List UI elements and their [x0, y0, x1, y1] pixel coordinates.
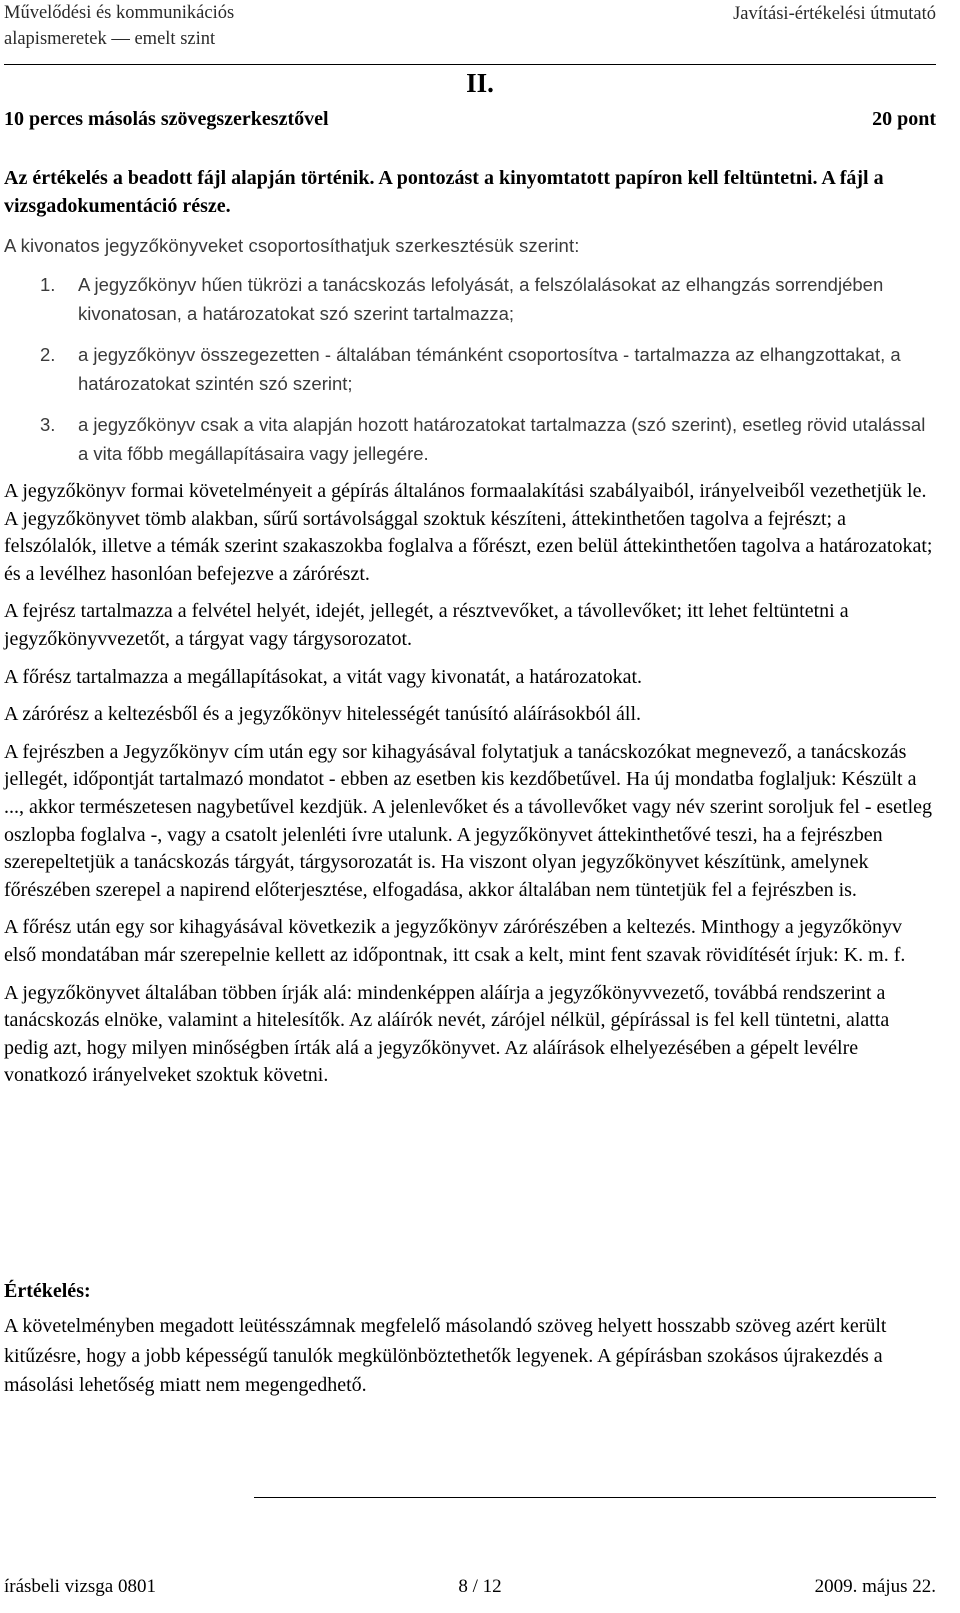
- subject-line-1: Művelődési és kommunikációs: [4, 3, 235, 23]
- numbered-list: [4, 270, 934, 480]
- task-title: 10 perces másolás szövegszerkesztővel: [4, 108, 329, 130]
- footer-page-number: 8 / 12: [458, 1576, 502, 1597]
- list-item-number: 1.: [40, 274, 56, 295]
- footer-date: 2009. május 22.: [814, 1576, 936, 1597]
- list-item-number: 2.: [40, 344, 56, 365]
- footer-exam-label: írásbeli vizsga 0801: [4, 1576, 156, 1597]
- page-header-doc-type: Javítási-értékelési útmutató: [733, 4, 936, 24]
- section-number: II.: [466, 68, 494, 98]
- list-item-text: A jegyzőkönyv hűen tükrözi a tanácskozás lefolyását, a felszólalásokat az elhangzás sorrendjében kivonatosan, a határozatokat szó szerint tartalmazza;: [78, 274, 884, 324]
- subject-line-2: alapismeretek — emelt szint: [4, 29, 216, 49]
- task-points: 20 pont: [872, 108, 936, 130]
- list-item: [4, 410, 934, 468]
- list-item-text: a jegyzőkönyv csak a vita alapján hozott határozatokat tartalmazza (szó szerint), esetleg rövid utalással a vita főbb megállapításaira vagy jellegére.: [78, 414, 926, 464]
- evaluation-text: A követelményben megadott leütésszámnak megfelelő másolandó szöveg helyett hosszabb szöveg azért került kitűzésre, hogy a jobb képességű tanulók megkülönböztethetők legyenek. A gépírásban szokásos újrakezdés a másolási lehetőség miatt nem megengedhető.: [4, 1315, 887, 1396]
- list-lead: A kivonatos jegyzőkönyveket csoportosíthatjuk szerkesztésük szerint:: [4, 235, 580, 256]
- paragraph-dating: A főrész után egy sor kihagyásával következik a jegyzőkönyv zárórészében a keltezés. Minthogy a jegyzőkönyv első mondatában már szerepelnie kellett az időpontnak, itt csak a kelt, mint fent szavak rövidítését írjuk: K. m. f.: [4, 916, 906, 966]
- list-item-text: a jegyzőkönyv összegezetten - általában témánként csoportosítva - tartalmazza az elhangzottakat, a határozatokat szintén szó szerint;: [78, 344, 901, 394]
- intro-paragraph: Az értékelés a beadott fájl alapján történik. A pontozást a kinyomtatott papíron kell feltüntetni. A fájl a vizsgadokumentáció része.: [4, 167, 884, 217]
- evaluation-heading: Értékelés:: [4, 1280, 91, 1302]
- paragraph-formal-requirements: A jegyzőkönyv formai követelményeit a gépírás általános formaalakítási szabályaiból, irányelveiből vezethetjük le. A jegyzőkönyvet tömb alakban, sűrű sortávolsággal szoktuk készíteni, áttekinthetően tagolva a fejrészt; a felszólalók, illetve a témák szerint szakaszokba foglalva a főrészt, ezen belül áttekinthetően tagolva a határozatokat; és a levélhez hasonlóan befejezve a zárórészt.: [4, 480, 933, 585]
- list-item: [4, 340, 934, 398]
- paragraph-header-details: A fejrészben a Jegyzőkönyv cím után egy sor kihagyásával folytatjuk a tanácskozókat megnevező, a tanácskozás jellegét, időpontját tartalmazó mondatot - ebben az esetben kis kezdőbetűvel. Ha új mondatba foglaljuk: Készült a ..., akkor természetesen nagybetűvel kezdjük. A jelenlevőket és a távollevőket vagy név szerint soroljuk fel - esetleg oszlopba foglalva -, vagy a csatolt jelenléti ívre utalunk. A jegyzőkönyvet áttekinthetővé teszi, ha a fejrészben szerepeltetjük a tanácskozás tárgyát, tárgysorozatát is. Ha viszont olyan jegyzőkönyvet készítünk, amelynek főrészében szerepel a napirend előterjesztése, elfogadása, akkor általában nem tüntetjük fel a fejrészben is.: [4, 740, 933, 901]
- body-paragraphs: [4, 478, 934, 1100]
- page-header-subject: [4, 0, 234, 52]
- footer-divider: [254, 1497, 936, 1498]
- paragraph-closing-part: A zárórész a keltezésből és a jegyzőkönyv hitelességét tanúsító aláírásokból áll.: [4, 703, 642, 726]
- paragraph-header-part: A fejrész tartalmazza a felvétel helyét, idejét, jellegét, a résztvevőket, a távollevőket; itt lehet feltüntetni a jegyzőkönyvvezetőt, a tárgyat vagy tárgysorozatot.: [4, 600, 849, 650]
- list-item: [4, 270, 934, 328]
- header-divider: [4, 64, 936, 65]
- list-item-number: 3.: [40, 414, 56, 435]
- paragraph-main-part: A főrész tartalmazza a megállapításokat, a vitát vagy kivonatát, a határozatokat.: [4, 665, 643, 688]
- paragraph-signatures: A jegyzőkönyvet általában többen írják alá: mindenképpen aláírja a jegyzőkönyvvezető, továbbá rendszerint a tanácskozás elnöke, valamint a hitelesítők. Az aláírók nevét, zárójel nélkül, gépírással is fel kell tüntetni, alatta pedig azt, hogy milyen minőségben írták alá a jegyzőkönyvet. Az aláírások elhelyezésében a gépelt levélre vonatkozó irányelveket szoktuk követni.: [4, 981, 890, 1087]
